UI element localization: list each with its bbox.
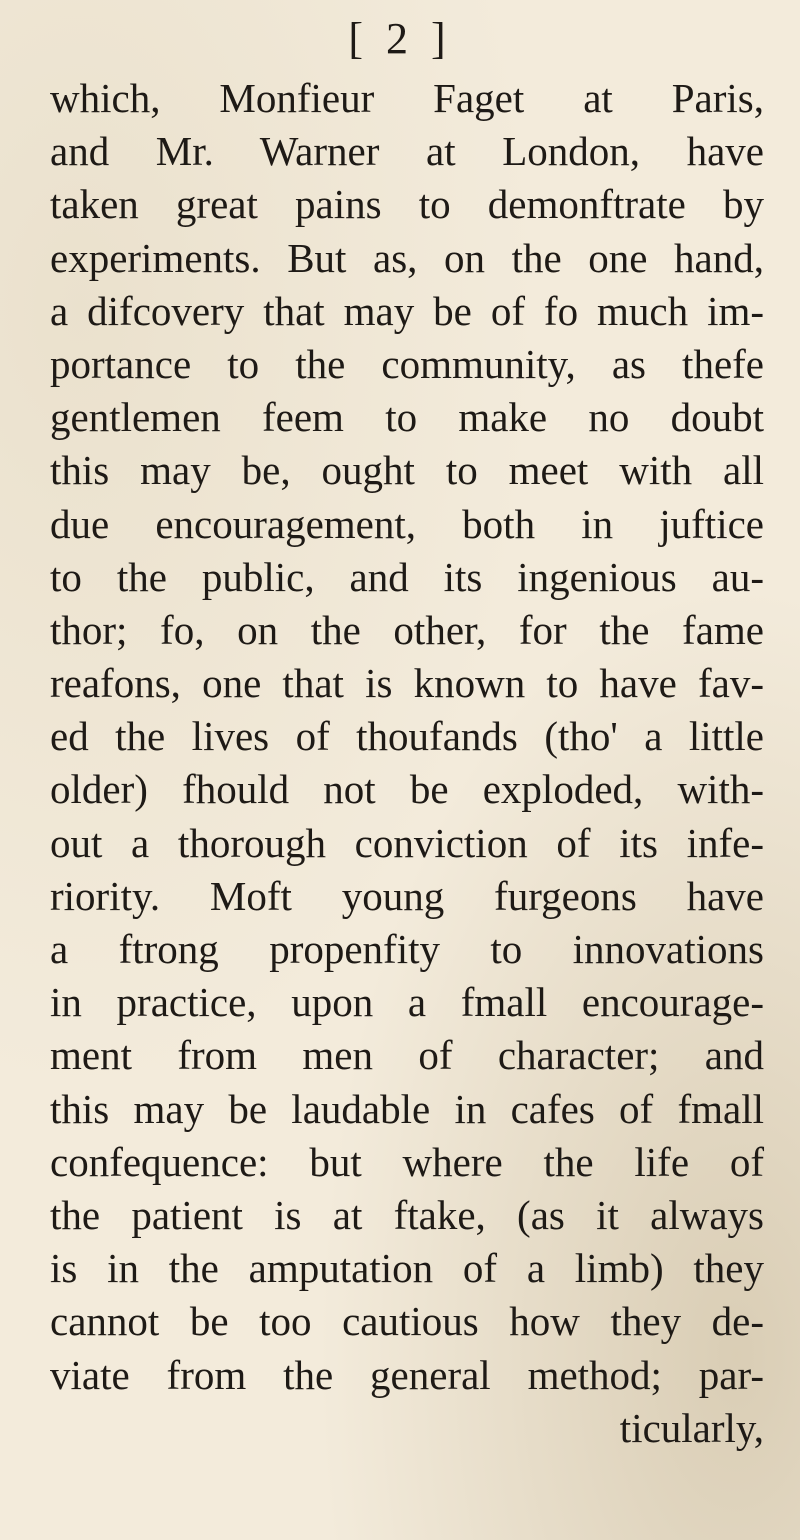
text-line: taken great pains to demonftrate by xyxy=(50,181,764,228)
text-line: gentlemen feem to make no doubt xyxy=(50,394,764,441)
text-line: reafons, one that is known to have fav- xyxy=(50,660,764,707)
body-text xyxy=(50,72,764,1455)
text-line: older) fhould not be exploded, with- xyxy=(50,766,764,813)
text-line: the patient is at ftake, (as it always xyxy=(50,1191,764,1238)
text-line: thor; fo, on the other, for the fame xyxy=(50,606,764,653)
text-line: cannot be too cautious how they de- xyxy=(50,1298,764,1345)
text-line: a ftrong propenfity to innovations xyxy=(50,926,764,972)
text-line: experiments. But as, on the one hand, xyxy=(50,234,764,281)
text-line: a difcovery that may be of fo much im- xyxy=(50,287,764,334)
text-line: viate from the general method; par- xyxy=(50,1351,764,1398)
text-line: confequence: but where the life of xyxy=(50,1138,764,1185)
text-line: in practice, upon a fmall encourage- xyxy=(50,979,764,1026)
page-number-header: [ 2 ] xyxy=(348,14,452,63)
text-line: due encouragement, both in juftice xyxy=(50,500,764,547)
text-line: this may be laudable in cafes of fmall xyxy=(50,1085,764,1132)
text-line: is in the amputation of a limb) they xyxy=(50,1245,764,1292)
text-line: out a thorough conviction of its infe- xyxy=(50,819,764,866)
text-line: this may be, ought to meet with all xyxy=(50,447,764,494)
text-line: ed the lives of thoufands (tho' a little xyxy=(50,713,764,760)
text-line: and Mr. Warner at London, have xyxy=(50,128,764,175)
text-line: to the public, and its ingenious au- xyxy=(50,553,764,600)
text-line: which, Monfieur Faget at Paris, xyxy=(50,75,764,121)
catchword: ticularly, xyxy=(619,1404,764,1451)
text-line: ment from men of character; and xyxy=(50,1032,764,1079)
text-line: portance to the community, as thefe xyxy=(50,340,764,387)
text-line: riority. Moft young furgeons have xyxy=(50,872,764,919)
